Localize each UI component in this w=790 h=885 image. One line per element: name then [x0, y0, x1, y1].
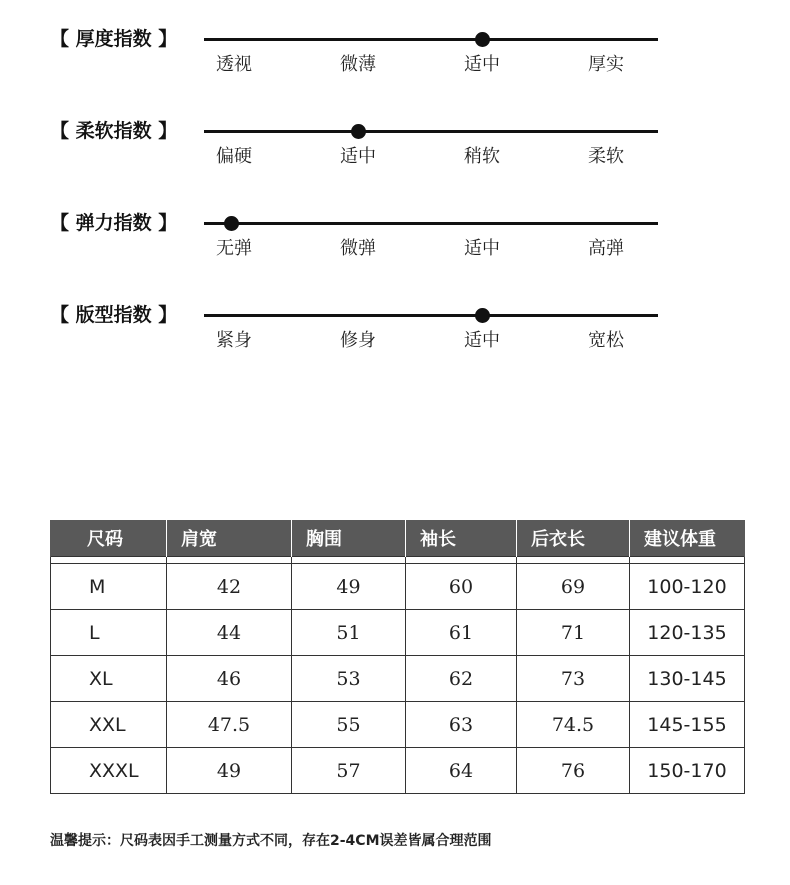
index-marker	[475, 308, 490, 323]
index-label: 厚实	[588, 54, 624, 75]
index-marker	[475, 32, 490, 47]
header-chest: 胸围	[292, 520, 406, 557]
index-label: 适中	[464, 54, 500, 75]
cell-chest: 49	[292, 564, 406, 610]
index-label: 适中	[464, 330, 500, 351]
spacer-cell	[406, 557, 517, 564]
index-track	[204, 222, 658, 225]
table-spacer-row	[51, 557, 745, 564]
cell-weight: 150-170	[630, 748, 745, 794]
size-table	[50, 520, 745, 794]
header-length: 后衣长	[517, 520, 630, 557]
cell-weight: 130-145	[630, 656, 745, 702]
cell-weight: 100-120	[630, 564, 745, 610]
cell-size: L	[51, 610, 167, 656]
cell-length: 71	[517, 610, 630, 656]
index-marker	[224, 216, 239, 231]
index-track	[204, 314, 658, 317]
cell-size: XXL	[51, 702, 167, 748]
index-softness	[0, 119, 790, 189]
cell-chest: 51	[292, 610, 406, 656]
footer-note: 温馨提示：尺码表因手工测量方式不同，存在2-4CM误差皆属合理范围	[50, 833, 492, 849]
cell-chest: 55	[292, 702, 406, 748]
cell-weight: 145-155	[630, 702, 745, 748]
index-title: 【 厚度指数 】	[50, 28, 178, 50]
index-title: 【 柔软指数 】	[50, 120, 178, 142]
index-label: 适中	[340, 146, 376, 167]
index-title: 【 弹力指数 】	[50, 212, 178, 234]
index-fit	[0, 303, 790, 373]
spacer-cell	[292, 557, 406, 564]
spacer-cell	[517, 557, 630, 564]
index-label: 偏硬	[216, 146, 252, 167]
header-sleeve: 袖长	[406, 520, 517, 557]
table-header-row	[51, 520, 745, 557]
cell-size: M	[51, 564, 167, 610]
index-label: 微薄	[340, 54, 376, 75]
header-weight: 建议体重	[630, 520, 745, 557]
index-thickness	[0, 27, 790, 97]
table-row	[51, 656, 745, 702]
table-row	[51, 702, 745, 748]
cell-sleeve: 62	[406, 656, 517, 702]
index-label: 紧身	[216, 330, 252, 351]
cell-shoulder: 49	[167, 748, 292, 794]
index-label: 适中	[464, 238, 500, 259]
cell-sleeve: 64	[406, 748, 517, 794]
index-label: 高弹	[588, 238, 624, 259]
index-marker	[351, 124, 366, 139]
table-row	[51, 564, 745, 610]
cell-sleeve: 61	[406, 610, 517, 656]
cell-length: 76	[517, 748, 630, 794]
index-label: 无弹	[216, 238, 252, 259]
index-label: 稍软	[464, 146, 500, 167]
index-track	[204, 130, 658, 133]
index-track	[204, 38, 658, 41]
cell-length: 74.5	[517, 702, 630, 748]
cell-length: 73	[517, 656, 630, 702]
cell-chest: 57	[292, 748, 406, 794]
index-elasticity	[0, 211, 790, 281]
cell-shoulder: 42	[167, 564, 292, 610]
index-label: 柔软	[588, 146, 624, 167]
spacer-cell	[167, 557, 292, 564]
cell-sleeve: 63	[406, 702, 517, 748]
index-label: 修身	[340, 330, 376, 351]
header-size: 尺码	[51, 520, 167, 557]
cell-shoulder: 46	[167, 656, 292, 702]
cell-length: 69	[517, 564, 630, 610]
cell-weight: 120-135	[630, 610, 745, 656]
cell-shoulder: 47.5	[167, 702, 292, 748]
index-label: 宽松	[588, 330, 624, 351]
cell-size: XL	[51, 656, 167, 702]
cell-size: XXXL	[51, 748, 167, 794]
cell-sleeve: 60	[406, 564, 517, 610]
spacer-cell	[630, 557, 745, 564]
index-label: 透视	[216, 54, 252, 75]
index-label: 微弹	[340, 238, 376, 259]
table-row	[51, 610, 745, 656]
table-row	[51, 748, 745, 794]
spacer-cell	[51, 557, 167, 564]
cell-chest: 53	[292, 656, 406, 702]
index-title: 【 版型指数 】	[50, 304, 178, 326]
header-shoulder: 肩宽	[167, 520, 292, 557]
cell-shoulder: 44	[167, 610, 292, 656]
